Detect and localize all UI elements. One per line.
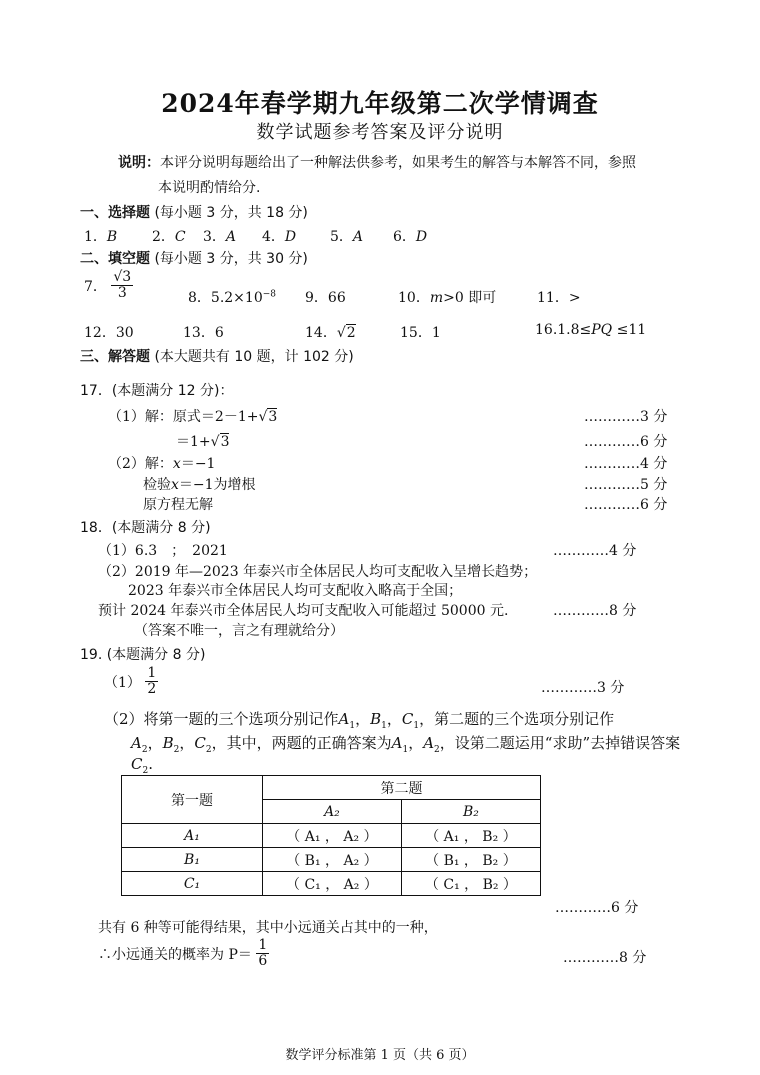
section3-info: (本大题共有 10 题，计 102 分): [154, 349, 354, 365]
section1-header: [80, 202, 308, 222]
q17-line-1: （1）解：原式＝2－1+√3: [108, 409, 278, 425]
q18-line-4: 预计 2024 年泰兴市全体居民人均可支配收入可能超过 50000 元.: [98, 603, 509, 619]
q19-conclusion-1: 共有 6 种等可能得结果，其中小远通关占其中的一种，: [98, 920, 438, 936]
q18-score-2: …………8 分: [553, 603, 637, 619]
q18-line-5: （答案不唯一，言之有理就给分）: [134, 623, 344, 639]
table-row: A₁ （ A₁ ， A₂ ） （ A₁ ， B₂ ）: [122, 824, 541, 848]
q17-score-4: …………5 分: [584, 477, 668, 493]
fill-answer-15: 15．1: [400, 325, 441, 341]
q18-line-2: （2）2019 年—2023 年泰兴市全体居民人均可支配收入呈增长趋势；: [98, 564, 538, 580]
section2-heading: 二、填空题: [80, 251, 150, 267]
fraction-sqrt3-over-3: $\frac{√3}{3}$: [113, 269, 132, 302]
fill-answer-13: 13．6: [183, 325, 224, 341]
mc-answer-2: 2．C: [152, 229, 186, 245]
note-line-1: [118, 152, 636, 172]
fill-answer-11: 11．>: [537, 290, 581, 306]
q19-part2-line-3: $C_2$.: [131, 755, 153, 776]
section3-heading: 三、解答题: [80, 349, 150, 365]
page-subtitle: 数学试题参考答案及评分说明: [256, 122, 504, 143]
fill-answer-8: 8．$5.2\times 10^{-8}$: [188, 289, 277, 306]
fill-answer-10: 10．m>0 即可: [398, 290, 497, 306]
q17-title: 17．(本题满分 12 分)：: [80, 383, 234, 399]
q19-score-3: …………8 分: [563, 950, 647, 966]
q17-line-4: 检验x＝−1为增根: [143, 477, 256, 493]
fill-answer-12: 12．30: [84, 325, 134, 341]
q18-title: 18．(本题满分 8 分): [80, 520, 211, 536]
q19-score-2: …………6 分: [555, 900, 639, 916]
q18-line-1: （1）6.3 ； 2021: [98, 543, 228, 559]
table-header-first: 第一题: [122, 776, 263, 824]
q17-score-2: …………6 分: [584, 434, 668, 450]
section1-heading: 一、选择题: [80, 205, 150, 221]
section1-info: (每小题 3 分，共 18 分): [154, 205, 308, 221]
fraction-one-half: $\frac{1}{2}$: [147, 665, 157, 698]
q19-conclusion-2: ∴小远通关的概率为 P＝ $\frac{1}{6}$: [98, 937, 268, 970]
q19-score-1: …………3 分: [541, 680, 625, 696]
q17-line-3: （2）解：x＝−1: [108, 456, 216, 472]
fill-answer-9: 9．66: [305, 290, 346, 306]
note-label: 说明：: [118, 155, 160, 171]
q17-score-1: …………3 分: [584, 409, 668, 425]
q17-line-5: 原方程无解: [143, 497, 213, 513]
mc-answer-5: 5．A: [330, 229, 364, 245]
section2-info: (每小题 3 分，共 30 分): [154, 251, 308, 267]
q18-line-3: 2023 年泰兴市全体居民人均可支配收入略高于全国；: [128, 583, 463, 599]
fill-answer-7: 7． $\frac{√3}{3}$: [84, 269, 132, 302]
q17-line-2: ＝1+√3: [176, 434, 230, 450]
note-line-2: 本说明酌情给分.: [158, 180, 261, 196]
outcome-table: [121, 775, 541, 896]
q19-part2-line-1: （2）将第一题的三个选项分别记作$A_1$，$B_1$，$C_1$，第二题的三个选项分别记作: [104, 710, 615, 731]
q19-part1: （1） $\frac{1}{2}$: [104, 665, 157, 698]
fill-answer-16: 16.1.8≤PQ ≤11: [535, 322, 647, 338]
mc-answer-3: 3．A: [203, 229, 237, 245]
table-row: C₁ （ C₁ ， A₂ ） （ C₁ ， B₂ ）: [122, 872, 541, 896]
q18-score-1: …………4 分: [553, 543, 637, 559]
page-title: 2024年春学期九年级第二次学情调查: [161, 89, 599, 118]
mc-answer-6: 6．D: [393, 229, 428, 245]
q19-title: 19. (本题满分 8 分): [80, 647, 206, 663]
mc-answer-1: 1．B: [84, 229, 118, 245]
table-col-b2: B₂: [401, 800, 540, 824]
fill-answer-14: 14．√2: [305, 325, 356, 341]
mc-answer-4: 4．D: [262, 229, 297, 245]
q17-score-5: …………6 分: [584, 497, 668, 513]
page-footer: 数学评分标准第 1 页（共 6 页）: [285, 1048, 475, 1063]
q17-score-3: …………4 分: [584, 456, 668, 472]
q19-part2-line-2: $A_2$，$B_2$，$C_2$，其中，两题的正确答案为$A_1$，$A_2$，设第二题运用“求助”去掉错误答案: [131, 734, 681, 755]
note-text-1: 本评分说明每题给出了一种解法供参考，如果考生的解答与本解答不同，参照: [160, 155, 636, 171]
table-header-second: 第二题: [263, 776, 541, 800]
fraction-one-sixth: $\frac{1}{6}$: [258, 937, 268, 970]
table-row: B₁ （ B₁ ， A₂ ） （ B₁ ， B₂ ）: [122, 848, 541, 872]
section2-header: [80, 248, 308, 268]
section3-header: [80, 346, 354, 366]
table-col-a2: A₂: [263, 800, 402, 824]
